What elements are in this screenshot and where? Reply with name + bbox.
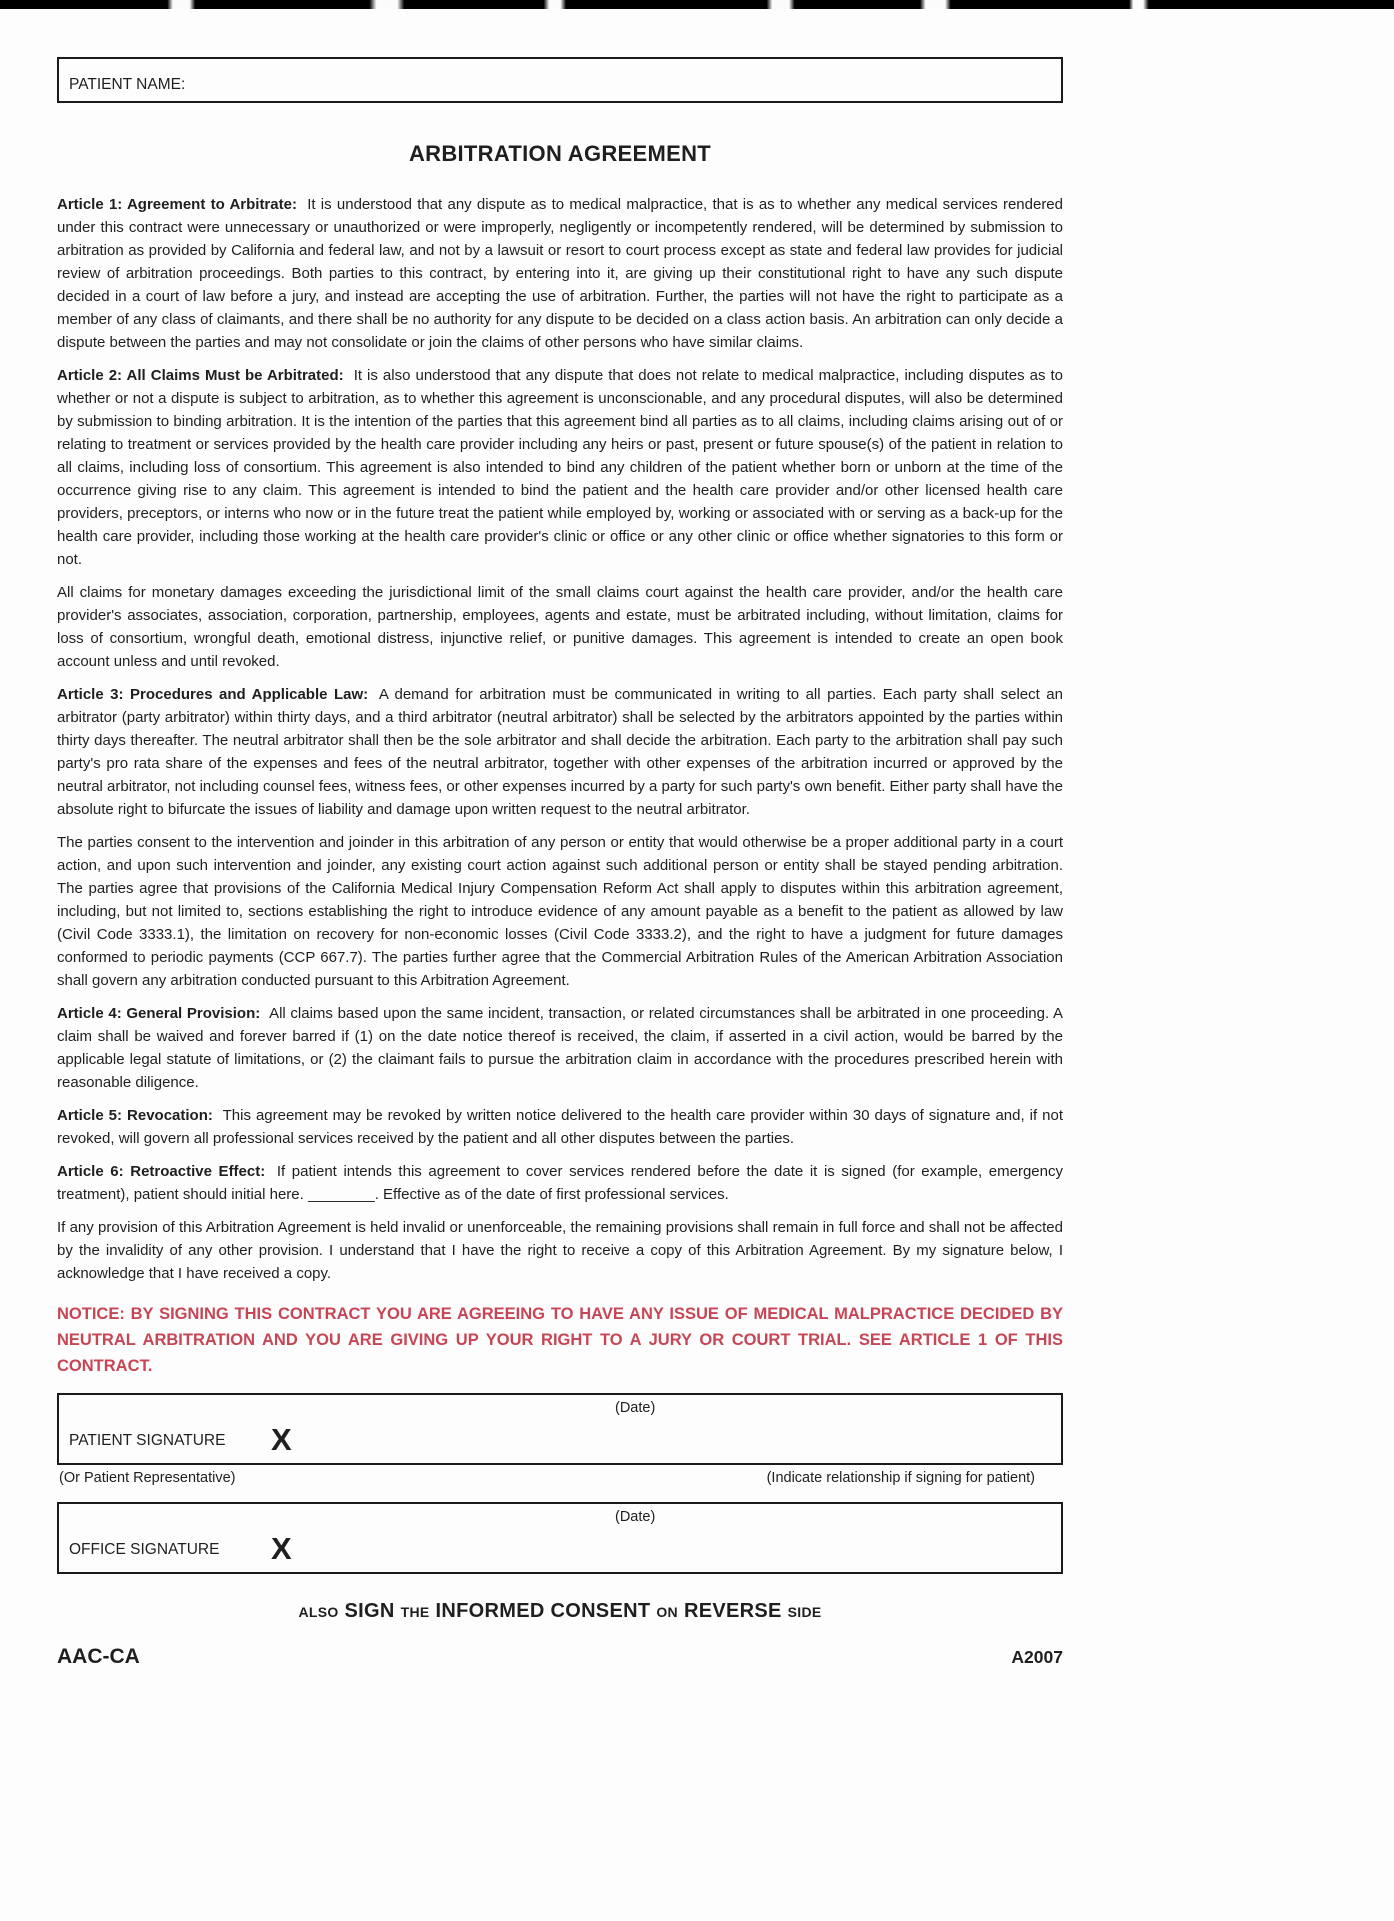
article-6-paragraph (57, 1160, 1063, 1206)
monetary-claims-text: All claims for monetary damages exceeding the jurisdictional limit of the small claims court against the health care provider, and/or the health care provider's associates, association, corporation, partnership, employees, agents and estate, must be arbitrated including, without limitation, claims for loss of consortium, wrongful death, emotional distress, injunctive relief, or punitive damages. This agreement is intended to create an open book account unless and until revoked. (57, 584, 1063, 670)
article-2-text: It is also understood that any dispute that does not relate to medical malpractice, including disputes as to whether or not a dispute is subject to arbitration, as to whether this agreement is unconscionable, and any procedural disputes, will also be determined by submission to binding arbitration. It is the intention of the parties that this agreement bind all parties as to all claims, including claims arising out of or relating to treatment or services provided by the health care provider including any heirs or past, present or future spouse(s) of the patient in relation to all claims, including loss of consortium. This agreement is also intended to bind any children of the patient whether born or unborn at the time of the occurrence giving rise to any claim. This agreement is intended to bind the patient and the health care provider and/or other licensed health care providers, preceptors, or interns who now or in the future treat the patient while employed by, working or associated with or serving as a back-up for the health care provider, including those working at the health care provider's clinic or office or any other clinic or office whether signatories to this form or not. (57, 367, 1063, 568)
patient-name-field[interactable] (185, 59, 1061, 94)
footer-row (57, 1645, 1063, 1669)
severability-paragraph (57, 1216, 1063, 1285)
article-1-paragraph (57, 193, 1063, 354)
patient-signature-box (57, 1393, 1063, 1465)
article-2-heading: Article 2: All Claims Must be Arbitrated: (57, 367, 344, 384)
patient-name-box (57, 57, 1063, 103)
article-3-heading: Article 3: Procedures and Applicable Law: (57, 686, 369, 703)
monetary-claims-paragraph (57, 581, 1063, 673)
office-date-label: (Date) (615, 1509, 656, 1525)
also-sign-reverse-note: ALSO SIGN THE INFORMED CONSENT ON REVERSE SIDE (298, 1600, 822, 1622)
agreement-body (57, 193, 1063, 1285)
malpractice-notice: NOTICE: BY SIGNING THIS CONTRACT YOU ARE AGREEING TO HAVE ANY ISSUE OF MEDICAL MALPRACTICE DECIDED BY NEUTRAL ARBITRATION AND YOU ARE GIVING UP YOUR RIGHT TO A JURY OR COURT TRIAL. SEE ARTICLE 1 OF THIS CONTRACT. (57, 1305, 1063, 1375)
severability-text: If any provision of this Arbitration Agreement is held invalid or unenforceable, the remaining provisions shall remain in full force and shall not be affected by the invalidity of any other provision. I understand that I have the right to receive a copy of this Arbitration Agreement. By my signature below, I acknowledge that I have received a copy. (57, 1219, 1063, 1282)
office-signature-box (57, 1502, 1063, 1574)
article-6-text: If patient intends this agreement to cover services rendered before the date it is signed (for example, emergency treatment), patient should initial here. ________. Effective as of the date of first professional services. (57, 1163, 1063, 1203)
office-signature-field[interactable] (309, 1508, 1057, 1568)
joinder-paragraph (57, 831, 1063, 992)
article-5-heading: Article 5: Revocation: (57, 1107, 213, 1124)
article-4-text: All claims based upon the same incident, transaction, or related circumstances shall be arbitrated in one proceeding. A claim shall be waived and forever barred if (1) on the date notice thereof is received, the claim, if asserted in a civil action, would be barred by the applicable legal statute of limitations, or (2) the claimant fails to pursue the arbitration claim in accordance with the procedures prescribed herein with reasonable diligence. (57, 1005, 1064, 1091)
representative-note: (Or Patient Representative) (59, 1470, 236, 1486)
patient-signature-x-mark: X (271, 1422, 292, 1457)
relationship-note: (Indicate relationship if signing for patient) (766, 1470, 1035, 1486)
article-4-heading: Article 4: General Provision: (57, 1005, 261, 1022)
article-3-text: A demand for arbitration must be communicated in writing to all parties. Each party shall select an arbitrator (party arbitrator) within thirty days, and a third arbitrator (neutral arbitrator) shall be selected by the arbitrators appointed by the parties within thirty days thereafter. The neutral arbitrator shall then be the sole arbitrator and shall decide the arbitration. Each party to the arbitration shall pay such party's pro rata share of the expenses and fees of the neutral arbitrator, together with other expenses of the arbitration incurred or approved by the neutral arbitrator, not including counsel fees, witness fees, or other expenses incurred by a party for such party's own benefit. Either party shall have the absolute right to bifurcate the issues of liability and damage upon written request to the neutral arbitrator. (57, 686, 1063, 818)
joinder-text: The parties consent to the intervention and joinder in this arbitration of any person or entity that would otherwise be a proper additional party in a court action, and upon such intervention and joinder, any existing court action against such additional person or entity shall be stayed pending arbitration. The parties agree that provisions of the California Medical Injury Compensation Reform Act shall apply to disputes within this arbitration agreement, including, but not limited to, sections establishing the right to introduce evidence of any amount payable as a benefit to the patient as allowed by law (Civil Code 3333.1), the limitation on recovery for non-economic losses (Civil Code 3333.2), and the right to have a judgment for future damages conformed to periodic payments (CCP 667.7). The parties further agree that the Commercial Arbitration Rules of the American Arbitration Association shall govern any arbitration conducted pursuant to this Arbitration Agreement. (57, 834, 1063, 989)
signature-notes-row (57, 1465, 1063, 1488)
page-title: ARBITRATION AGREEMENT (408, 141, 712, 166)
article-3-paragraph (57, 683, 1063, 821)
office-signature-x-mark: X (271, 1531, 292, 1566)
article-5-text: This agreement may be revoked by written notice delivered to the health care provider within 30 days of signature and, if not revoked, will govern all professional services received by the patient and all other disputes between the parties. (57, 1107, 1063, 1147)
document-content (57, 0, 1063, 1669)
article-4-paragraph (57, 1002, 1063, 1094)
article-1-heading: Article 1: Agreement to Arbitrate: (57, 196, 297, 213)
patient-name-label: PATIENT NAME: (69, 76, 186, 93)
article-2-paragraph (57, 364, 1063, 571)
form-number: A2007 (1011, 1647, 1063, 1667)
form-code: AAC-CA (57, 1645, 140, 1668)
office-signature-label: OFFICE SIGNATURE (69, 1541, 220, 1558)
article-1-text: It is understood that any dispute as to medical malpractice, that is as to whether any medical services rendered under this contract were unnecessary or unauthorized or were improperly, negligently or incompetently rendered, will be determined by submission to arbitration as provided by California and federal law, and not by a lawsuit or resort to court process except as state and federal law provides for judicial review of arbitration proceedings. Both parties to this contract, by entering into it, are giving up their constitutional right to have any such dispute decided in a court of law before a jury, and instead are accepting the use of arbitration. Further, the parties will not have the right to participate as a member of any class of claimants, and there shall be no authority for any dispute to be decided on a class action basis. An arbitration can only decide a dispute between the parties and may not consolidate or join the claims of other persons who have similar claims. (57, 196, 1063, 351)
article-6-heading: Article 6: Retroactive Effect: (57, 1163, 266, 1180)
patient-signature-label: PATIENT SIGNATURE (69, 1432, 226, 1449)
patient-signature-field[interactable] (309, 1399, 1057, 1459)
article-5-paragraph (57, 1104, 1063, 1150)
patient-date-label: (Date) (615, 1400, 656, 1416)
